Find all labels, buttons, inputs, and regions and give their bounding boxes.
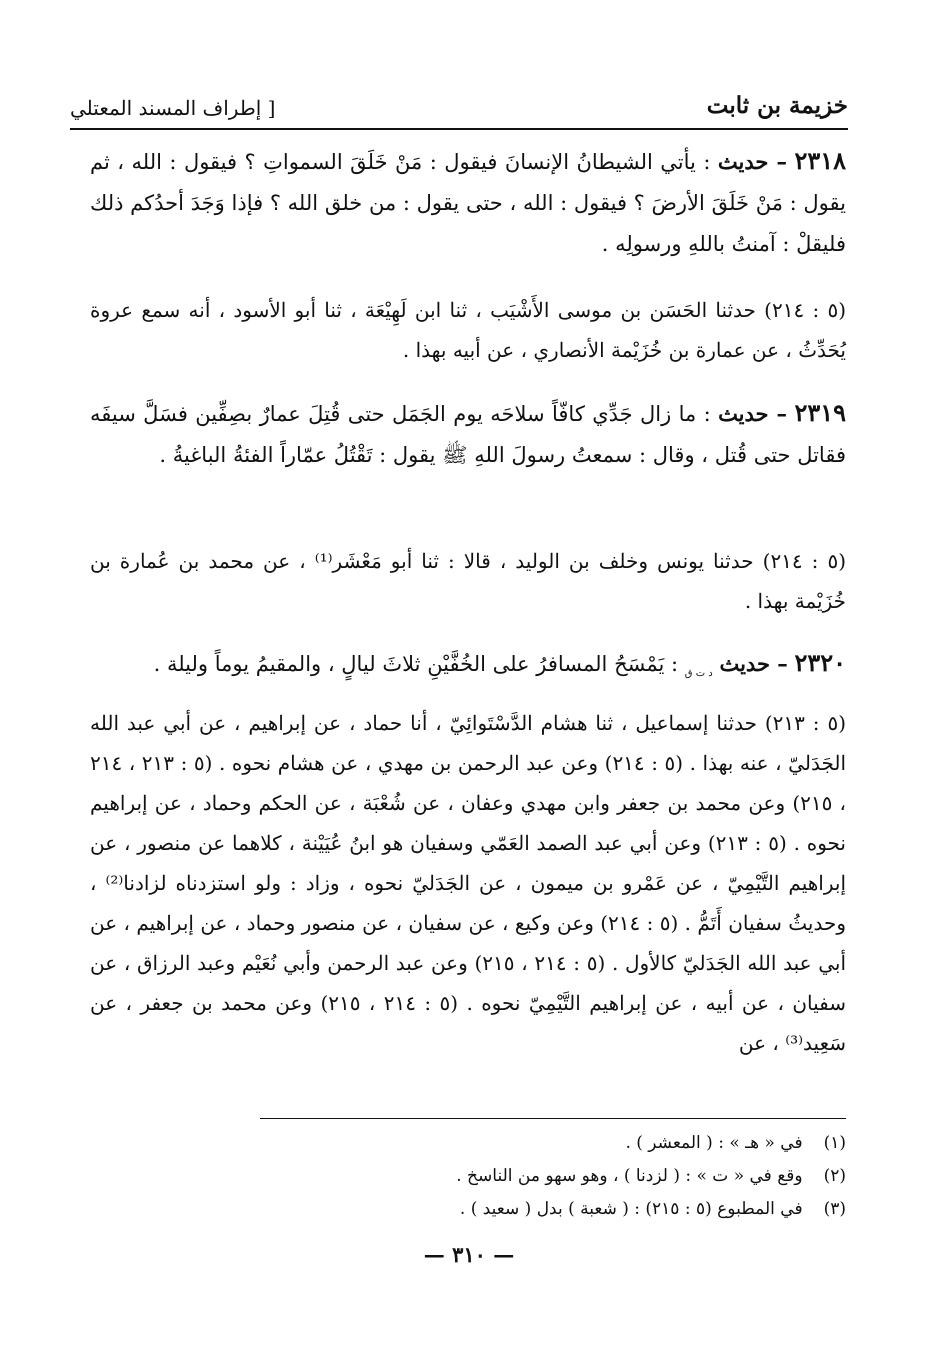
- hadith-text: : ما زال جَدِّي كافّاً سلاحَه يوم الجَمَل حتى قُتِلَ عمارٌ بصِفِّين فسَلَّ سيفَه فقاتل حتى قُتل ، وقال : سمعتُ رسولَ اللهِ ﷺ يقول : تَقْتُلُ عمّاراً الفئةُ الباغيةُ .: [90, 402, 846, 467]
- footnote-text: في المطبوع (٥ : ٢١٥) : ( شعبة ) بدل ( سعيد ) .: [459, 1199, 803, 1219]
- hadith-text: : يَمْسَحُ المسافرُ على الخُفَّيْنِ ثلاثَ ليالٍ ، والمقيمُ يوماً وليلة .: [153, 652, 679, 676]
- footnote-text: وقع في « ت » : ( لزدنا ) ، وهو سهو من الناسخ .: [456, 1166, 803, 1186]
- hadith-2320: ٢٣٢٠ – حديث $_{د ت ق}$ : يَمْسَحُ المسافرُ على الخُفَّيْنِ ثلاثَ ليالٍ ، والمقيمُ يوماً وليلة .: [153, 648, 846, 680]
- hadith-number: ٢٣١٨: [794, 146, 846, 175]
- header-section-title: خزيمة بن ثابت: [706, 92, 848, 119]
- footnote-number: (١): [823, 1133, 846, 1153]
- footnote: [260, 1160, 846, 1193]
- hadith-2318: ٢٣١٨ – حديث : يأتي الشيطانُ الإنسانَ فيقول : مَنْ خَلَقَ السمواتِ ؟ فيقول : الله ، ثم يقول : مَنْ خَلَقَ الأرضَ ؟ فيقول : الله ، حتى يقول : من خلق الله ؟ فإذا وَجَدَ أحدُكم ذلك فليقلْ : آمنتُ باللهِ ورسولِه .: [90, 146, 846, 256]
- footnote: [260, 1127, 846, 1160]
- isnad-text: (٥ : ٢١٣) حدثنا إسماعيل ، ثنا هشام الدَّسْتَوائِيّ ، أنا حماد ، عن إبراهيم ، عن أبي عبد الله الجَدَليّ ، عنه بهذا . (٥ : ٢١٤) وعن عبد الرحمن بن مهدي ، عن هشام نحوه . (٥ : ٢١٣ ، ٢١٤ ، ٢١٥) وعن محمد بن جعفر وابن مهدي وعفان ، عن شُعْبَة ، عن الحكم وحماد ، عن إبراهيم نحوه . (٥ : ٢١٣) وعن أبي عبد الصمد العَمّي وسفيان هو ابنُ عُيَيْنة ، كلاهما عن منصور ، عن إبراهيم التَّيْمِيّ ، عن عَمْرو بن ميمون ، عن الجَدَليّ نحوه ، وزاد : ولو استزدناه لزادنا⁽²⁾ ، وحديثُ سفيان أَتَمُّ . (٥ : ٢١٤) وعن وكيع ، عن سفيان ، عن منصور وحماد ، عن إبراهيم ، عن أبي عبد الله الجَدَليّ كالأول . (٥ : ٢١٤ ، ٢١٥) وعن عبد الرحمن وأبي نُعَيْم وعبد الرزاق ، عن سفيان ، عن أبيه ، عن إبراهيم التَّيْمِيّ نحوه . (٥ : ٢١٤ ، ٢١٥) وعن محمد بن جعفر ، عن سَعِيد⁽³⁾ ، عن: [90, 711, 847, 1055]
- isnad-text: (٥ : ٢١٤) حدثنا الحَسَن بن موسى الأَشْيَب ، ثنا ابن لَهِيْعَة ، ثنا أبو الأسود ، أنه سمع عروة يُحَدِّثُ ، عن عمارة بن خُزَيْمة الأنصاري ، عن أبيه بهذا .: [90, 298, 847, 362]
- hadith-label: حديث: [718, 401, 769, 426]
- hadith-sigla: د ت ق: [684, 668, 713, 680]
- hadith-2319: ٢٣١٩ – حديث : ما زال جَدِّي كافّاً سلاحَه يوم الجَمَل حتى قُتِلَ عمارٌ بصِفِّين فسَلَّ سيفَه فقاتل حتى قُتل ، وقال : سمعتُ رسولَ اللهِ ﷺ يقول : تَقْتُلُ عمّاراً الفئةُ الباغيةُ .: [90, 398, 846, 467]
- isnad-2319: [90, 541, 846, 621]
- hadith-label: حديث: [717, 149, 769, 174]
- running-header: [70, 88, 848, 130]
- isnad-2320: [90, 703, 846, 1063]
- footnote-number: (٢): [823, 1166, 846, 1186]
- footnote-text: في « هـ » : ( المعشر ) .: [625, 1133, 803, 1153]
- isnad-2318: [90, 290, 846, 370]
- footnote: [260, 1193, 846, 1226]
- hadith-number: ٢٣٢٠: [794, 648, 846, 677]
- footnotes: [260, 1118, 846, 1226]
- header-book-title: [ إطراف المسند المعتلي: [70, 96, 276, 120]
- hadith-text: : يأتي الشيطانُ الإنسانَ فيقول : مَنْ خَلَقَ السمواتِ ؟ فيقول : الله ، ثم يقول : مَنْ خَلَقَ الأرضَ ؟ فيقول : الله ، حتى يقول : من خلق الله ؟ فإذا وَجَدَ أحدُكم ذلك فليقلْ : آمنتُ باللهِ ورسولِه .: [90, 150, 846, 256]
- page-number: — ٣١٠ —: [423, 1242, 515, 1267]
- hadith-number: ٢٣١٩: [794, 398, 846, 427]
- footnote-number: (٣): [823, 1199, 846, 1219]
- isnad-text: (٥ : ٢١٤) حدثنا يونس وخلف بن الوليد ، قالا : ثنا أبو مَعْشَر⁽¹⁾ ، عن محمد بن عُمارة بن خُزَيْمة بهذا .: [90, 549, 847, 613]
- hadith-label: حديث: [719, 651, 770, 676]
